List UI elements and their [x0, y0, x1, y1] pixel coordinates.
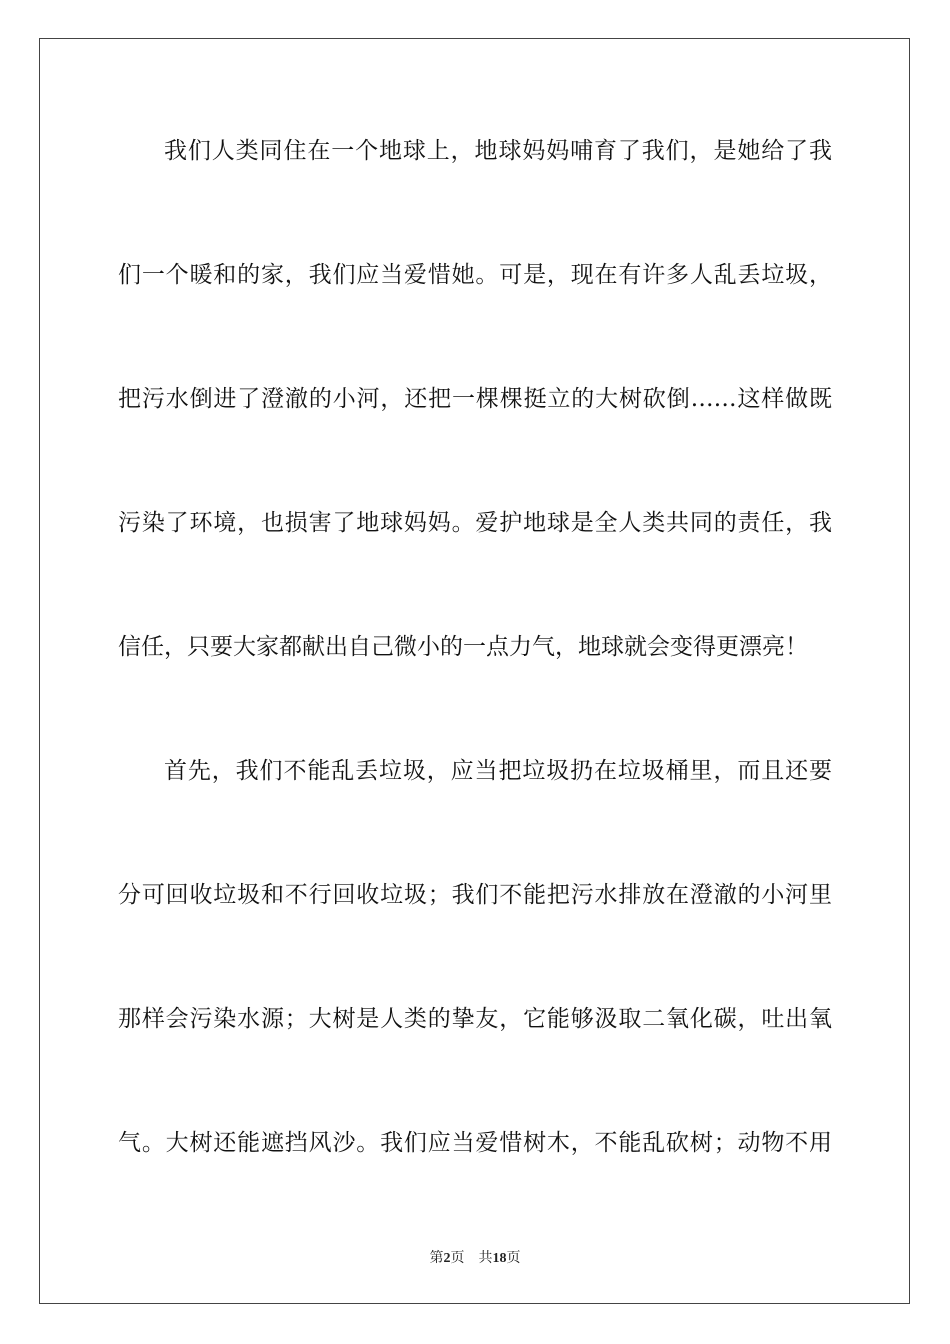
total-suffix: 页: [506, 1251, 521, 1266]
page-suffix: 页: [450, 1251, 465, 1266]
total-prefix: 共: [478, 1251, 493, 1266]
page-number: 2: [443, 1251, 451, 1266]
total-pages: 18: [492, 1251, 507, 1266]
paragraph-2-line-4: 气。大树还能遮挡风沙。我们应当爱惜树木，不能乱砍树；动物不用: [118, 1130, 832, 1156]
page-prefix: 第: [429, 1251, 444, 1266]
paragraph-1-line-4: 污染了环境，也损害了地球妈妈。爱护地球是全人类共同的责任，我: [118, 510, 832, 536]
paragraph-2-line-1: 首先，我们不能乱丢垃圾，应当把垃圾扔在垃圾桶里，而且还要: [164, 758, 832, 784]
paragraph-2-line-2: 分可回收垃圾和不行回收垃圾；我们不能把污水排放在澄澈的小河里: [118, 882, 832, 908]
page-border: [39, 38, 910, 1304]
paragraph-1-line-2: 们一个暖和的家，我们应当爱惜她。可是，现在有许多人乱丢垃圾，: [118, 262, 832, 288]
paragraph-1-line-3: 把污水倒进了澄澈的小河，还把一棵棵挺立的大树砍倒……这样做既: [118, 386, 832, 412]
page-footer: [0, 1247, 950, 1267]
paragraph-1-line-1: 我们人类同住在一个地球上，地球妈妈哺育了我们，是她给了我: [164, 138, 832, 164]
paragraph-1-line-5: 信任，只要大家都献出自己微小的一点力气，地球就会变得更漂亮！: [118, 634, 808, 660]
paragraph-2-line-3: 那样会污染水源；大树是人类的挚友，它能够汲取二氧化碳，吐出氧: [118, 1006, 832, 1032]
